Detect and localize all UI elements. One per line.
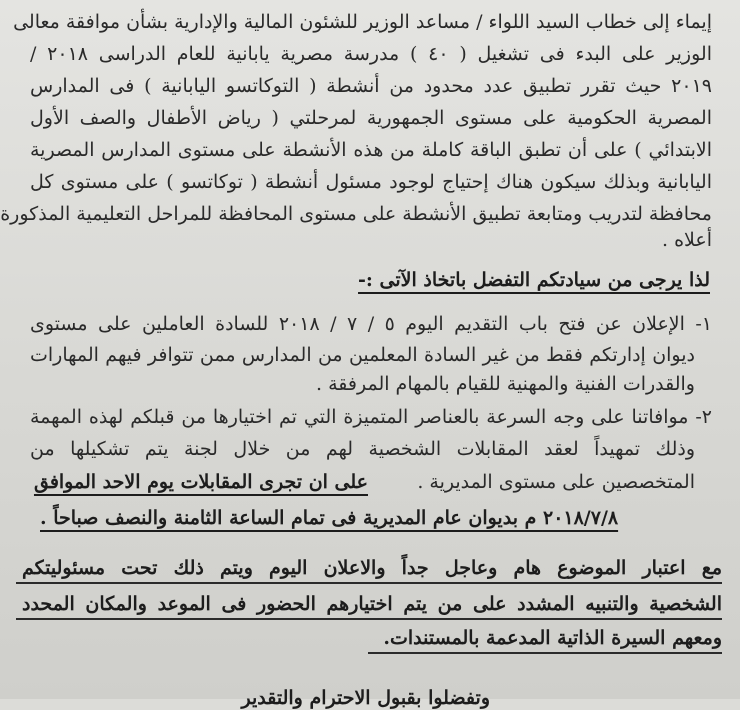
item-line: وذلك تمهيداً لعقد المقابلات الشخصية لهم من خلال لجنة يتم تشكيلها من — [30, 438, 695, 460]
notice-line: الشخصية والتنبيه المشدد على من يتم اختيارهم الحضور فى الموعد والمكان المحدد — [22, 593, 722, 615]
underline-rule — [368, 652, 722, 654]
item-line: والقدرات الفنية والمهنية للقيام بالمهام المرفقة . — [316, 373, 695, 395]
item-line: ١- الإعلان عن فتح باب التقديم اليوم ٥ / ٧ / ٢٠١٨ للسادة العاملين على مستوى — [30, 313, 713, 335]
item-line: المتخصصين على مستوى المديرية . — [417, 471, 695, 493]
request-heading: لذا يرجى من سيادتكم التفضل باتخاذ الآتى :- — [358, 269, 710, 291]
meeting-date-text: على ان تجرى المقابلات يوم الاحد الموافق — [33, 471, 368, 493]
notice-line: ومعهم السيرة الذاتية المدعمة بالمستندات. — [383, 627, 722, 649]
paragraph-line: المصرية الحكومية على مستوى الجمهورية لمرحلتي ( رياض الأطفال والصف الأول — [30, 107, 712, 129]
item-line: ديوان إدارتكم فقط من غير السادة المعلمين من المدارس ممن تتوافر فيهم المهارات — [30, 344, 695, 366]
paragraph-line: محافظة لتدريب ومتابعة تطبيق الأنشطة على مستوى المحافظة للمراحل التعليمية المذكورة — [0, 203, 712, 225]
paragraph-line: ٢٠١٩ حيث تقرر تطبيق عدد محدود من أنشطة ( التوكاتسو اليابانية ) فى المدارس — [30, 75, 712, 97]
paragraph-line: الابتدائي ) على أن تطبق الباقة كاملة من هذه الأنشطة على مستوى المدارس المصرية — [30, 139, 712, 161]
underline-rule — [16, 582, 722, 584]
paragraph-line: أعلاه . — [662, 229, 712, 251]
closing-line: وتفضلوا بقبول الاحترام والتقدير — [241, 687, 490, 709]
notice-line: مع اعتبار الموضوع هام وعاجل جداً والاعلان اليوم ويتم ذلك تحت مسئوليتكم — [22, 557, 723, 579]
paragraph-line: الوزير على البدء فى تشغيل ( ٤٠ ) مدرسة مصرية يابانية للعام الدراسى ٢٠١٨ / — [30, 43, 712, 65]
paragraph-line: اليابانية وبذلك سيكون هناك إحتياج لوجود مسئول أنشطة ( توكاتسو ) على مستوى كل — [30, 171, 712, 193]
underline-rule — [16, 618, 722, 620]
paragraph-line: إيماء إلى خطاب السيد اللواء / مساعد الوزير للشئون المالية والإدارية بشأن موافقة معالى — [13, 11, 712, 33]
item-line: ٢- موافاتنا على وجه السرعة بالعناصر المتميزة التي تم اختيارها من قبلكم لهذه المهمة — [30, 406, 712, 428]
meeting-time-text: ٢٠١٨/٧/٨ م بديوان عام المديرية فى تمام الساعة الثامنة والنصف صباحاً . — [40, 507, 619, 529]
